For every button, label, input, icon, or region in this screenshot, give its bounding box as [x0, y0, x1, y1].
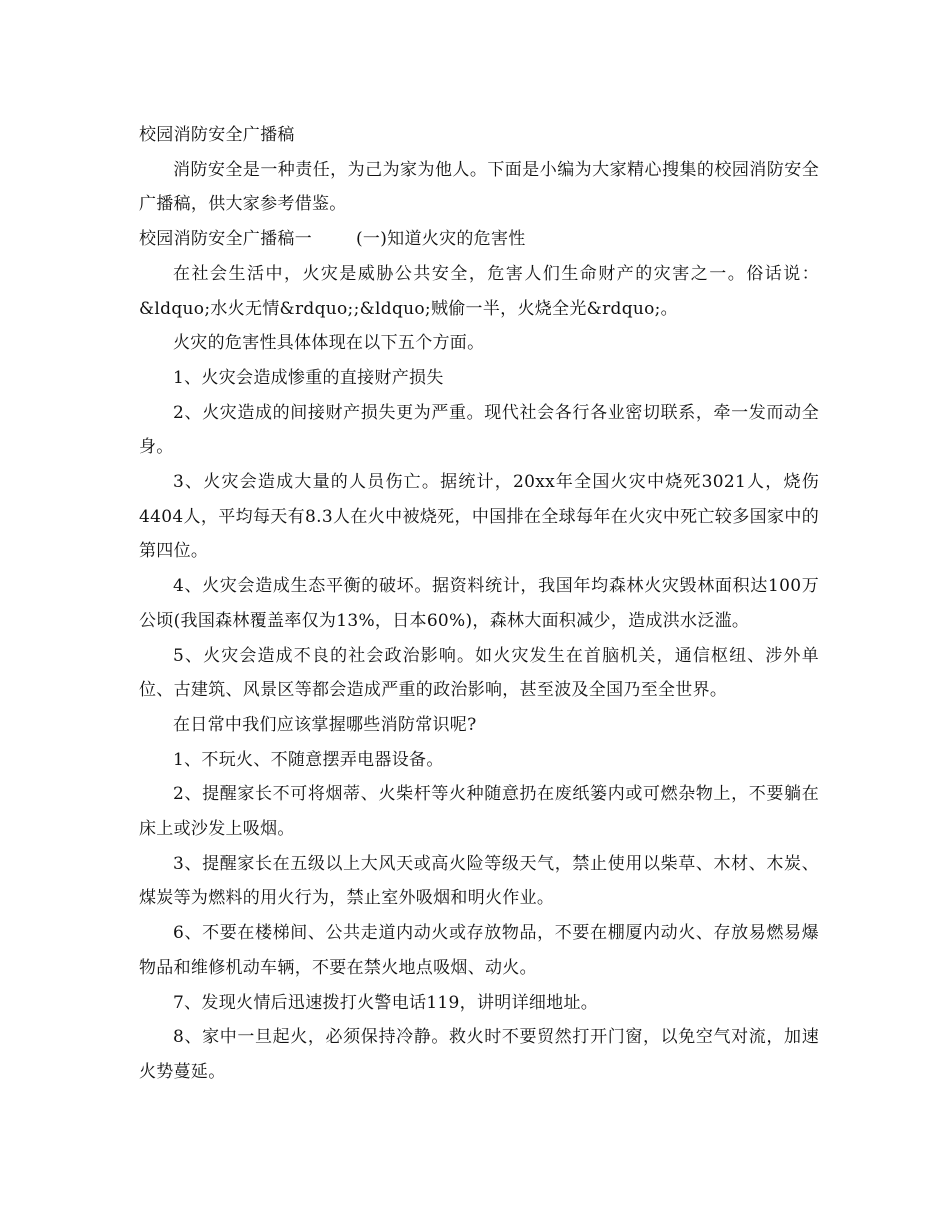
section-title: 校园消防安全广播稿一 [139, 229, 312, 250]
body-paragraph: 6、不要在楼梯间、公共走道内动火或存放物品，不要在棚厦内动火、存放易燃易爆物品和维修机动车辆，不要在禁火地点吸烟、动火。 [139, 923, 819, 978]
document-title: 校园消防安全广播稿 [139, 125, 295, 145]
body-paragraph: 在社会生活中，火灾是威胁公共安全，危害人们生命财产的灾害之一。俗话说：&ldquo;水火无情&rdquo;;&ldquo;贼偷一半，火烧全光&rdquo;。 [139, 263, 819, 319]
body-paragraph: 1、不玩火、不随意摆弄电器设备。 [173, 749, 444, 770]
body-paragraph: 2、提醒家长不可将烟蒂、火柴杆等火种随意扔在废纸篓内或可燃杂物上，不要躺在床上或沙发上吸烟。 [139, 784, 819, 840]
section-subtitle: (一)知道火灾的危害性 [356, 229, 526, 250]
body-paragraph: 5、火灾会造成不良的社会政治影响。如火灾发生在首脑机关，通信枢纽、涉外单位、古建筑、风景区等都会造成严重的政治影响，甚至波及全国乃至全世界。 [139, 645, 819, 701]
body-paragraph: 7、发现火情后迅速拨打火警电话119，讲明详细地址。 [173, 992, 599, 1013]
body-paragraph: 火灾的危害性具体体现在以下五个方面。 [173, 333, 485, 354]
body-paragraph: 3、火灾会造成大量的人员伤亡。据统计，20xx年全国火灾中烧死3021人，烧伤4404人，平均每天有8.3人在火中被烧死，中国排在全球每年在火灾中死亡较多国家中的第四位。 [139, 472, 819, 562]
document-body [139, 118, 819, 1090]
intro-paragraph: 消防安全是一种责任，为己为家为他人。下面是小编为大家精心搜集的校园消防安全广播稿，供大家参考借鉴。 [139, 159, 819, 215]
body-paragraph: 1、火灾会造成惨重的直接财产损失 [173, 367, 444, 388]
body-paragraph: 在日常中我们应该掌握哪些消防常识呢? [173, 714, 477, 735]
body-paragraph: 3、提醒家长在五级以上大风天或高火险等级天气，禁止使用以柴草、木材、木炭、煤炭等为燃料的用火行为，禁止室外吸烟和明火作业。 [139, 853, 819, 909]
body-paragraph: 2、火灾造成的间接财产损失更为严重。现代社会各行各业密切联系，牵一发而动全身。 [139, 402, 819, 458]
body-paragraph: 4、火灾会造成生态平衡的破坏。据资料统计，我国年均森林火灾毁林面积达100万公顷(我国森林覆盖率仅为13%，日本60%)，森林大面积减少，造成洪水泛滥。 [139, 576, 819, 631]
section-heading [139, 222, 819, 257]
body-paragraph: 8、家中一旦起火，必须保持冷静。救火时不要贸然打开门窗，以免空气对流，加速火势蔓延。 [139, 1027, 819, 1082]
